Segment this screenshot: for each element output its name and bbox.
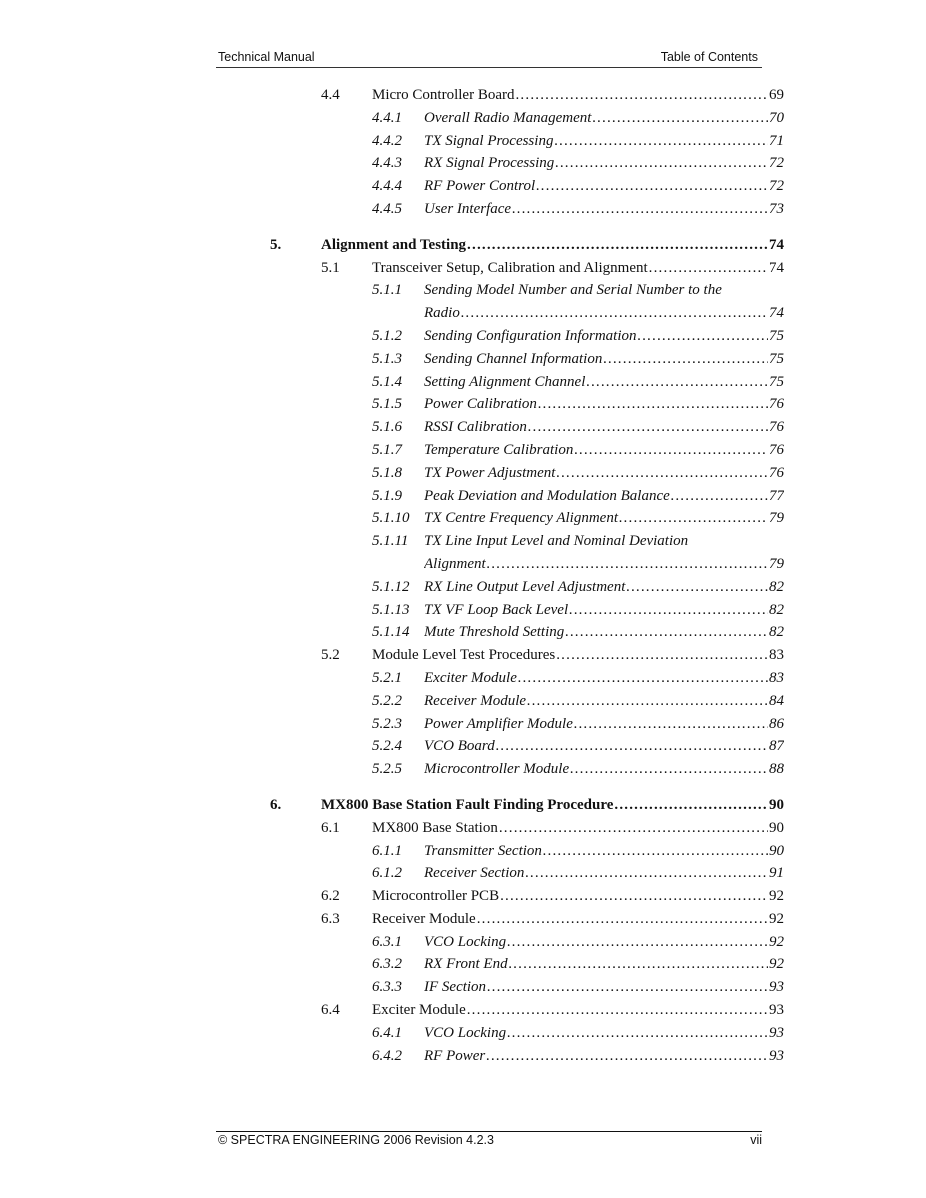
toc-entry-page[interactable]: 90 bbox=[769, 842, 784, 859]
toc-entry[interactable] bbox=[0, 107, 926, 130]
dot-leader bbox=[556, 644, 768, 667]
toc-entry-page[interactable]: 75 bbox=[769, 373, 784, 390]
toc-entry-number: 6.3 bbox=[321, 910, 340, 927]
toc-entry-number: 6.1 bbox=[321, 819, 340, 836]
toc-entry[interactable] bbox=[0, 908, 926, 931]
toc-entry-line bbox=[424, 439, 784, 462]
toc-entry-title[interactable]: VCO Locking bbox=[424, 933, 507, 950]
toc-entry-page[interactable]: 74 bbox=[769, 259, 784, 276]
toc-entry-page[interactable]: 93 bbox=[769, 1002, 784, 1019]
dot-leader bbox=[543, 840, 768, 863]
toc-entry-title[interactable]: Receiver Module bbox=[424, 692, 527, 709]
dot-leader bbox=[528, 416, 768, 439]
toc-entry[interactable] bbox=[0, 1045, 926, 1068]
dot-leader bbox=[487, 976, 768, 999]
toc-entry-page[interactable]: 82 bbox=[769, 578, 784, 595]
toc-entry-line bbox=[372, 817, 784, 840]
toc-entry-number: 5.1.2 bbox=[372, 327, 402, 344]
toc-entry-page[interactable]: 69 bbox=[769, 87, 784, 103]
toc-entry-line bbox=[321, 794, 784, 817]
toc-entry-number: 5.1.1 bbox=[372, 282, 402, 299]
toc-entry[interactable] bbox=[0, 530, 926, 553]
dot-leader bbox=[538, 393, 768, 416]
toc-entry-page[interactable]: 86 bbox=[769, 715, 784, 732]
toc-entry-line bbox=[424, 393, 784, 416]
toc-entry-title[interactable]: TX Centre Frequency Alignment bbox=[424, 510, 618, 527]
toc-entry-line bbox=[424, 325, 784, 348]
toc-entry-number: 5.1.13 bbox=[372, 601, 410, 618]
toc-entry-number: 6.4.1 bbox=[372, 1024, 402, 1041]
toc-entry[interactable] bbox=[0, 862, 926, 885]
toc-entry-number: 4.4.3 bbox=[372, 155, 402, 172]
table-of-contents bbox=[0, 84, 926, 1067]
toc-entry-title[interactable]: Exciter Module bbox=[372, 1002, 466, 1019]
toc-entry-number: 5.2.3 bbox=[372, 715, 402, 732]
toc-entry-number: 5.1.10 bbox=[372, 510, 410, 527]
toc-entry-page[interactable]: 92 bbox=[769, 910, 784, 927]
toc-entry-page[interactable]: 75 bbox=[769, 350, 784, 367]
toc-entry[interactable] bbox=[0, 507, 926, 530]
toc-entry-page[interactable]: 76 bbox=[769, 419, 784, 436]
dot-leader bbox=[512, 198, 768, 221]
dot-leader bbox=[555, 152, 768, 175]
toc-entry-number: 4.4.5 bbox=[372, 200, 402, 217]
toc-entry-line bbox=[424, 1045, 784, 1068]
toc-entry-number: 4.4.1 bbox=[372, 109, 402, 126]
toc-entry-line bbox=[372, 84, 784, 107]
toc-entry-title[interactable]: Receiver Section bbox=[424, 865, 525, 882]
toc-entry-number: 5.1.11 bbox=[372, 533, 409, 550]
toc-entry-number: 5. bbox=[270, 236, 282, 253]
toc-entry-title[interactable]: Overall Radio Management bbox=[424, 109, 592, 126]
toc-entry-number: 4.4 bbox=[321, 87, 340, 103]
toc-entry[interactable] bbox=[0, 325, 926, 348]
footer-copyright: © SPECTRA ENGINEERING 2006 Revision 4.2.3 bbox=[218, 1133, 494, 1147]
toc-entry-page[interactable]: 92 bbox=[769, 933, 784, 950]
dot-leader bbox=[461, 302, 768, 325]
dot-leader bbox=[499, 817, 768, 840]
dot-leader bbox=[527, 690, 768, 713]
toc-entry-title[interactable]: RX Front End bbox=[424, 956, 508, 973]
toc-entry-line bbox=[424, 371, 784, 394]
toc-entry-number: 5.1 bbox=[321, 259, 340, 276]
toc-entry-page[interactable]: 93 bbox=[769, 1024, 784, 1041]
toc-entry-title[interactable]: VCO Board bbox=[424, 738, 495, 755]
toc-entry-line bbox=[424, 976, 784, 999]
dot-leader bbox=[556, 462, 768, 485]
toc-entry-title[interactable]: MX800 Base Station Fault Finding Procedure bbox=[321, 796, 614, 813]
header-manual-title: Technical Manual bbox=[218, 50, 315, 64]
toc-entry[interactable] bbox=[0, 735, 926, 758]
dot-leader bbox=[626, 576, 768, 599]
dot-leader bbox=[586, 371, 768, 394]
toc-entry-number: 5.2 bbox=[321, 647, 340, 664]
toc-entry-line bbox=[424, 175, 784, 198]
toc-entry-title[interactable]: RF Power Control bbox=[424, 178, 536, 195]
toc-entry-page[interactable]: 74 bbox=[769, 236, 784, 253]
toc-entry-number: 6.3.3 bbox=[372, 979, 402, 996]
toc-entry[interactable] bbox=[0, 279, 926, 302]
toc-entry-number: 5.1.12 bbox=[372, 578, 410, 595]
toc-entry-line bbox=[321, 234, 784, 257]
toc-entry-page[interactable]: 92 bbox=[769, 956, 784, 973]
toc-entry-line bbox=[424, 840, 784, 863]
toc-entry-title[interactable]: TX VF Loop Back Level bbox=[424, 601, 569, 618]
toc-entry-page[interactable]: 70 bbox=[769, 109, 784, 126]
toc-entry-page[interactable]: 79 bbox=[769, 510, 784, 527]
toc-entry-title[interactable]: Power Calibration bbox=[424, 396, 537, 413]
toc-entry-number: 5.1.7 bbox=[372, 441, 402, 458]
toc-entry-line bbox=[372, 908, 784, 931]
toc-entry-number: 6.1.1 bbox=[372, 842, 402, 859]
toc-entry-line bbox=[424, 485, 784, 508]
toc-entry-page[interactable]: 72 bbox=[769, 155, 784, 172]
toc-entry-page[interactable]: 87 bbox=[769, 738, 784, 755]
toc-entry-page[interactable]: 82 bbox=[769, 601, 784, 618]
toc-entry-page[interactable]: 72 bbox=[769, 178, 784, 195]
toc-entry-title[interactable]: Sending Channel Information bbox=[424, 350, 603, 367]
toc-entry[interactable] bbox=[0, 953, 926, 976]
toc-entry[interactable] bbox=[0, 393, 926, 416]
page-header bbox=[216, 49, 762, 68]
dot-leader bbox=[569, 599, 768, 622]
toc-entry[interactable] bbox=[0, 84, 926, 107]
toc-entry-line bbox=[424, 931, 784, 954]
toc-entry[interactable] bbox=[0, 794, 926, 817]
toc-entry-number: 5.1.14 bbox=[372, 624, 410, 641]
toc-entry[interactable] bbox=[0, 348, 926, 371]
toc-entry-page[interactable]: 76 bbox=[769, 464, 784, 481]
toc-entry-title[interactable]: Module Level Test Procedures bbox=[372, 647, 556, 664]
toc-entry-title[interactable]: TX Power Adjustment bbox=[424, 464, 556, 481]
toc-entry-page[interactable]: 76 bbox=[769, 396, 784, 413]
toc-entry[interactable] bbox=[0, 485, 926, 508]
toc-entry-page[interactable]: 91 bbox=[769, 865, 784, 882]
toc-entry-page[interactable]: 74 bbox=[769, 305, 784, 322]
toc-entry-title[interactable]: Temperature Calibration bbox=[424, 441, 574, 458]
toc-entry-title[interactable]: Setting Alignment Channel bbox=[424, 373, 586, 390]
toc-entry-number: 6.1.2 bbox=[372, 865, 402, 882]
toc-entry[interactable] bbox=[0, 439, 926, 462]
toc-entry-number: 5.2.5 bbox=[372, 761, 402, 778]
toc-entry-page[interactable]: 90 bbox=[769, 819, 784, 836]
dot-leader bbox=[592, 107, 768, 130]
toc-entry[interactable] bbox=[0, 152, 926, 175]
toc-entry[interactable] bbox=[0, 553, 926, 576]
toc-entry-line bbox=[424, 198, 784, 221]
toc-entry-page[interactable]: 90 bbox=[769, 796, 784, 813]
toc-entry-number: 5.1.5 bbox=[372, 396, 402, 413]
toc-entry-number: 5.1.3 bbox=[372, 350, 402, 367]
toc-entry-page[interactable]: 93 bbox=[769, 1047, 784, 1064]
toc-entry-line bbox=[424, 576, 784, 599]
toc-entry-line bbox=[424, 713, 784, 736]
toc-entry[interactable] bbox=[0, 931, 926, 954]
toc-entry-title[interactable]: Microcontroller Module bbox=[424, 761, 570, 778]
toc-entry-number: 4.4.4 bbox=[372, 178, 402, 195]
toc-entry-title[interactable]: Alignment bbox=[424, 555, 486, 572]
toc-entry-title[interactable]: Sending Model Number and Serial Number to the bbox=[424, 282, 722, 299]
toc-entry-title[interactable]: Mute Threshold Setting bbox=[424, 624, 565, 641]
toc-entry-line bbox=[424, 462, 784, 485]
toc-entry-page[interactable]: 83 bbox=[769, 669, 784, 686]
dot-leader bbox=[554, 130, 768, 153]
toc-entry[interactable] bbox=[0, 644, 926, 667]
toc-entry-line bbox=[424, 758, 784, 781]
toc-entry-line bbox=[372, 885, 784, 908]
dot-leader bbox=[619, 507, 768, 530]
toc-entry-title[interactable]: Micro Controller Board bbox=[372, 87, 515, 103]
toc-entry-line bbox=[424, 690, 784, 713]
toc-entry-line bbox=[424, 348, 784, 371]
toc-entry-line bbox=[424, 279, 784, 302]
toc-entry-title[interactable]: IF Section bbox=[424, 979, 487, 996]
toc-entry-line bbox=[424, 953, 784, 976]
toc-entry-line bbox=[424, 416, 784, 439]
dot-leader bbox=[496, 735, 768, 758]
toc-entry-title[interactable]: User Interface bbox=[424, 200, 512, 217]
toc-entry[interactable] bbox=[0, 1022, 926, 1045]
toc-entry-line bbox=[424, 1022, 784, 1045]
toc-entry-page[interactable]: 71 bbox=[769, 132, 784, 149]
toc-entry-line bbox=[424, 599, 784, 622]
toc-entry-page[interactable]: 93 bbox=[769, 979, 784, 996]
toc-entry-page[interactable]: 73 bbox=[769, 200, 784, 217]
toc-entry[interactable] bbox=[0, 175, 926, 198]
toc-entry-line bbox=[372, 644, 784, 667]
toc-entry[interactable] bbox=[0, 976, 926, 999]
toc-entry-title[interactable]: RSSI Calibration bbox=[424, 419, 527, 436]
dot-leader bbox=[671, 485, 768, 508]
toc-entry-page[interactable]: 82 bbox=[769, 624, 784, 641]
toc-entry[interactable] bbox=[0, 198, 926, 221]
toc-entry-number: 5.2.1 bbox=[372, 669, 402, 686]
dot-leader bbox=[525, 862, 768, 885]
toc-entry[interactable] bbox=[0, 840, 926, 863]
toc-entry-line bbox=[424, 667, 784, 690]
toc-entry-number: 5.2.4 bbox=[372, 738, 402, 755]
toc-entry[interactable] bbox=[0, 999, 926, 1022]
toc-entry-line bbox=[424, 553, 784, 576]
toc-entry[interactable] bbox=[0, 130, 926, 153]
toc-entry[interactable] bbox=[0, 621, 926, 644]
dot-leader bbox=[649, 257, 768, 280]
toc-entry[interactable] bbox=[0, 885, 926, 908]
dot-leader bbox=[574, 439, 768, 462]
dot-leader bbox=[565, 621, 768, 644]
toc-entry-page[interactable]: 77 bbox=[769, 487, 784, 504]
toc-entry-page[interactable]: 76 bbox=[769, 441, 784, 458]
toc-entry-line bbox=[424, 530, 784, 553]
dot-leader bbox=[518, 667, 768, 690]
toc-entry-number: 6.4.2 bbox=[372, 1047, 402, 1064]
toc-entry[interactable] bbox=[0, 416, 926, 439]
toc-entry-line bbox=[424, 107, 784, 130]
toc-entry-number: 6.3.2 bbox=[372, 956, 402, 973]
toc-entry[interactable] bbox=[0, 817, 926, 840]
toc-entry[interactable] bbox=[0, 599, 926, 622]
toc-entry-line bbox=[424, 152, 784, 175]
toc-entry-title[interactable]: Transmitter Section bbox=[424, 842, 542, 859]
toc-entry-line bbox=[424, 507, 784, 530]
dot-leader bbox=[603, 348, 768, 371]
toc-entry-title[interactable]: Microcontroller PCB bbox=[372, 888, 500, 905]
toc-entry-number: 5.1.4 bbox=[372, 373, 402, 390]
toc-entry-line bbox=[372, 257, 784, 280]
toc-entry-page[interactable]: 84 bbox=[769, 692, 784, 709]
dot-leader bbox=[487, 553, 768, 576]
dot-leader bbox=[536, 175, 768, 198]
toc-entry-title[interactable]: MX800 Base Station bbox=[372, 819, 498, 836]
toc-entry-title[interactable]: Alignment and Testing bbox=[321, 236, 467, 253]
page-footer bbox=[216, 1131, 762, 1150]
toc-entry[interactable] bbox=[0, 302, 926, 325]
dot-leader bbox=[507, 1022, 768, 1045]
footer-page-number: vii bbox=[750, 1133, 762, 1147]
toc-entry-number: 5.1.8 bbox=[372, 464, 402, 481]
toc-entry-title[interactable]: VCO Locking bbox=[424, 1024, 507, 1041]
toc-entry[interactable] bbox=[0, 758, 926, 781]
toc-entry[interactable] bbox=[0, 667, 926, 690]
toc-entry-page[interactable]: 83 bbox=[769, 647, 784, 664]
toc-entry-title[interactable]: Exciter Module bbox=[424, 669, 517, 686]
dot-leader bbox=[638, 325, 768, 348]
toc-entry-page[interactable]: 75 bbox=[769, 327, 784, 344]
dot-leader bbox=[515, 84, 768, 107]
dot-leader bbox=[574, 713, 768, 736]
toc-entry-title[interactable]: RX Line Output Level Adjustment bbox=[424, 578, 626, 595]
toc-entry-line bbox=[424, 302, 784, 325]
toc-entry[interactable] bbox=[0, 257, 926, 280]
toc-entry[interactable] bbox=[0, 371, 926, 394]
dot-leader bbox=[500, 885, 768, 908]
dot-leader bbox=[614, 794, 768, 817]
toc-entry-title[interactable]: TX Signal Processing bbox=[424, 132, 554, 149]
toc-entry-title[interactable]: Receiver Module bbox=[372, 910, 476, 927]
toc-entry-number: 6.2 bbox=[321, 888, 340, 905]
toc-entry-title[interactable]: Power Amplifier Module bbox=[424, 715, 573, 732]
toc-entry-line bbox=[424, 735, 784, 758]
toc-entry-line bbox=[424, 862, 784, 885]
toc-entry[interactable] bbox=[0, 234, 926, 257]
toc-entry[interactable] bbox=[0, 462, 926, 485]
toc-entry-number: 5.1.9 bbox=[372, 487, 402, 504]
toc-entry-title[interactable]: Peak Deviation and Modulation Balance bbox=[424, 487, 670, 504]
toc-entry-title[interactable]: TX Line Input Level and Nominal Deviation bbox=[424, 533, 689, 550]
toc-entry-number: 6.3.1 bbox=[372, 933, 402, 950]
header-section-title: Table of Contents bbox=[660, 50, 758, 64]
toc-entry-number: 5.1.6 bbox=[372, 419, 402, 436]
toc-entry-title[interactable]: RX Signal Processing bbox=[424, 155, 555, 172]
dot-leader bbox=[467, 234, 768, 257]
dot-leader bbox=[477, 908, 768, 931]
toc-entry-title[interactable]: Radio bbox=[424, 305, 460, 322]
toc-entry[interactable] bbox=[0, 690, 926, 713]
toc-entry[interactable] bbox=[0, 713, 926, 736]
toc-entry-number: 6.4 bbox=[321, 1002, 340, 1019]
toc-entry-page[interactable]: 92 bbox=[769, 888, 784, 905]
dot-leader bbox=[467, 999, 768, 1022]
toc-entry-title[interactable]: Transceiver Setup, Calibration and Alignment bbox=[372, 259, 648, 276]
toc-entry[interactable] bbox=[0, 576, 926, 599]
toc-entry-number: 4.4.2 bbox=[372, 132, 402, 149]
toc-entry-line bbox=[424, 130, 784, 153]
dot-leader bbox=[507, 931, 768, 954]
dot-leader bbox=[509, 953, 768, 976]
toc-entry-number: 5.2.2 bbox=[372, 692, 402, 709]
dot-leader bbox=[570, 758, 768, 781]
toc-entry-number: 6. bbox=[270, 796, 282, 813]
toc-entry-line bbox=[372, 999, 784, 1022]
dot-leader bbox=[486, 1045, 768, 1068]
toc-entry-page[interactable]: 88 bbox=[769, 761, 784, 778]
toc-entry-line bbox=[424, 621, 784, 644]
toc-entry-title[interactable]: RF Power bbox=[424, 1047, 486, 1064]
toc-entry-title[interactable]: Sending Configuration Information bbox=[424, 327, 637, 344]
toc-entry-page[interactable]: 79 bbox=[769, 555, 784, 572]
